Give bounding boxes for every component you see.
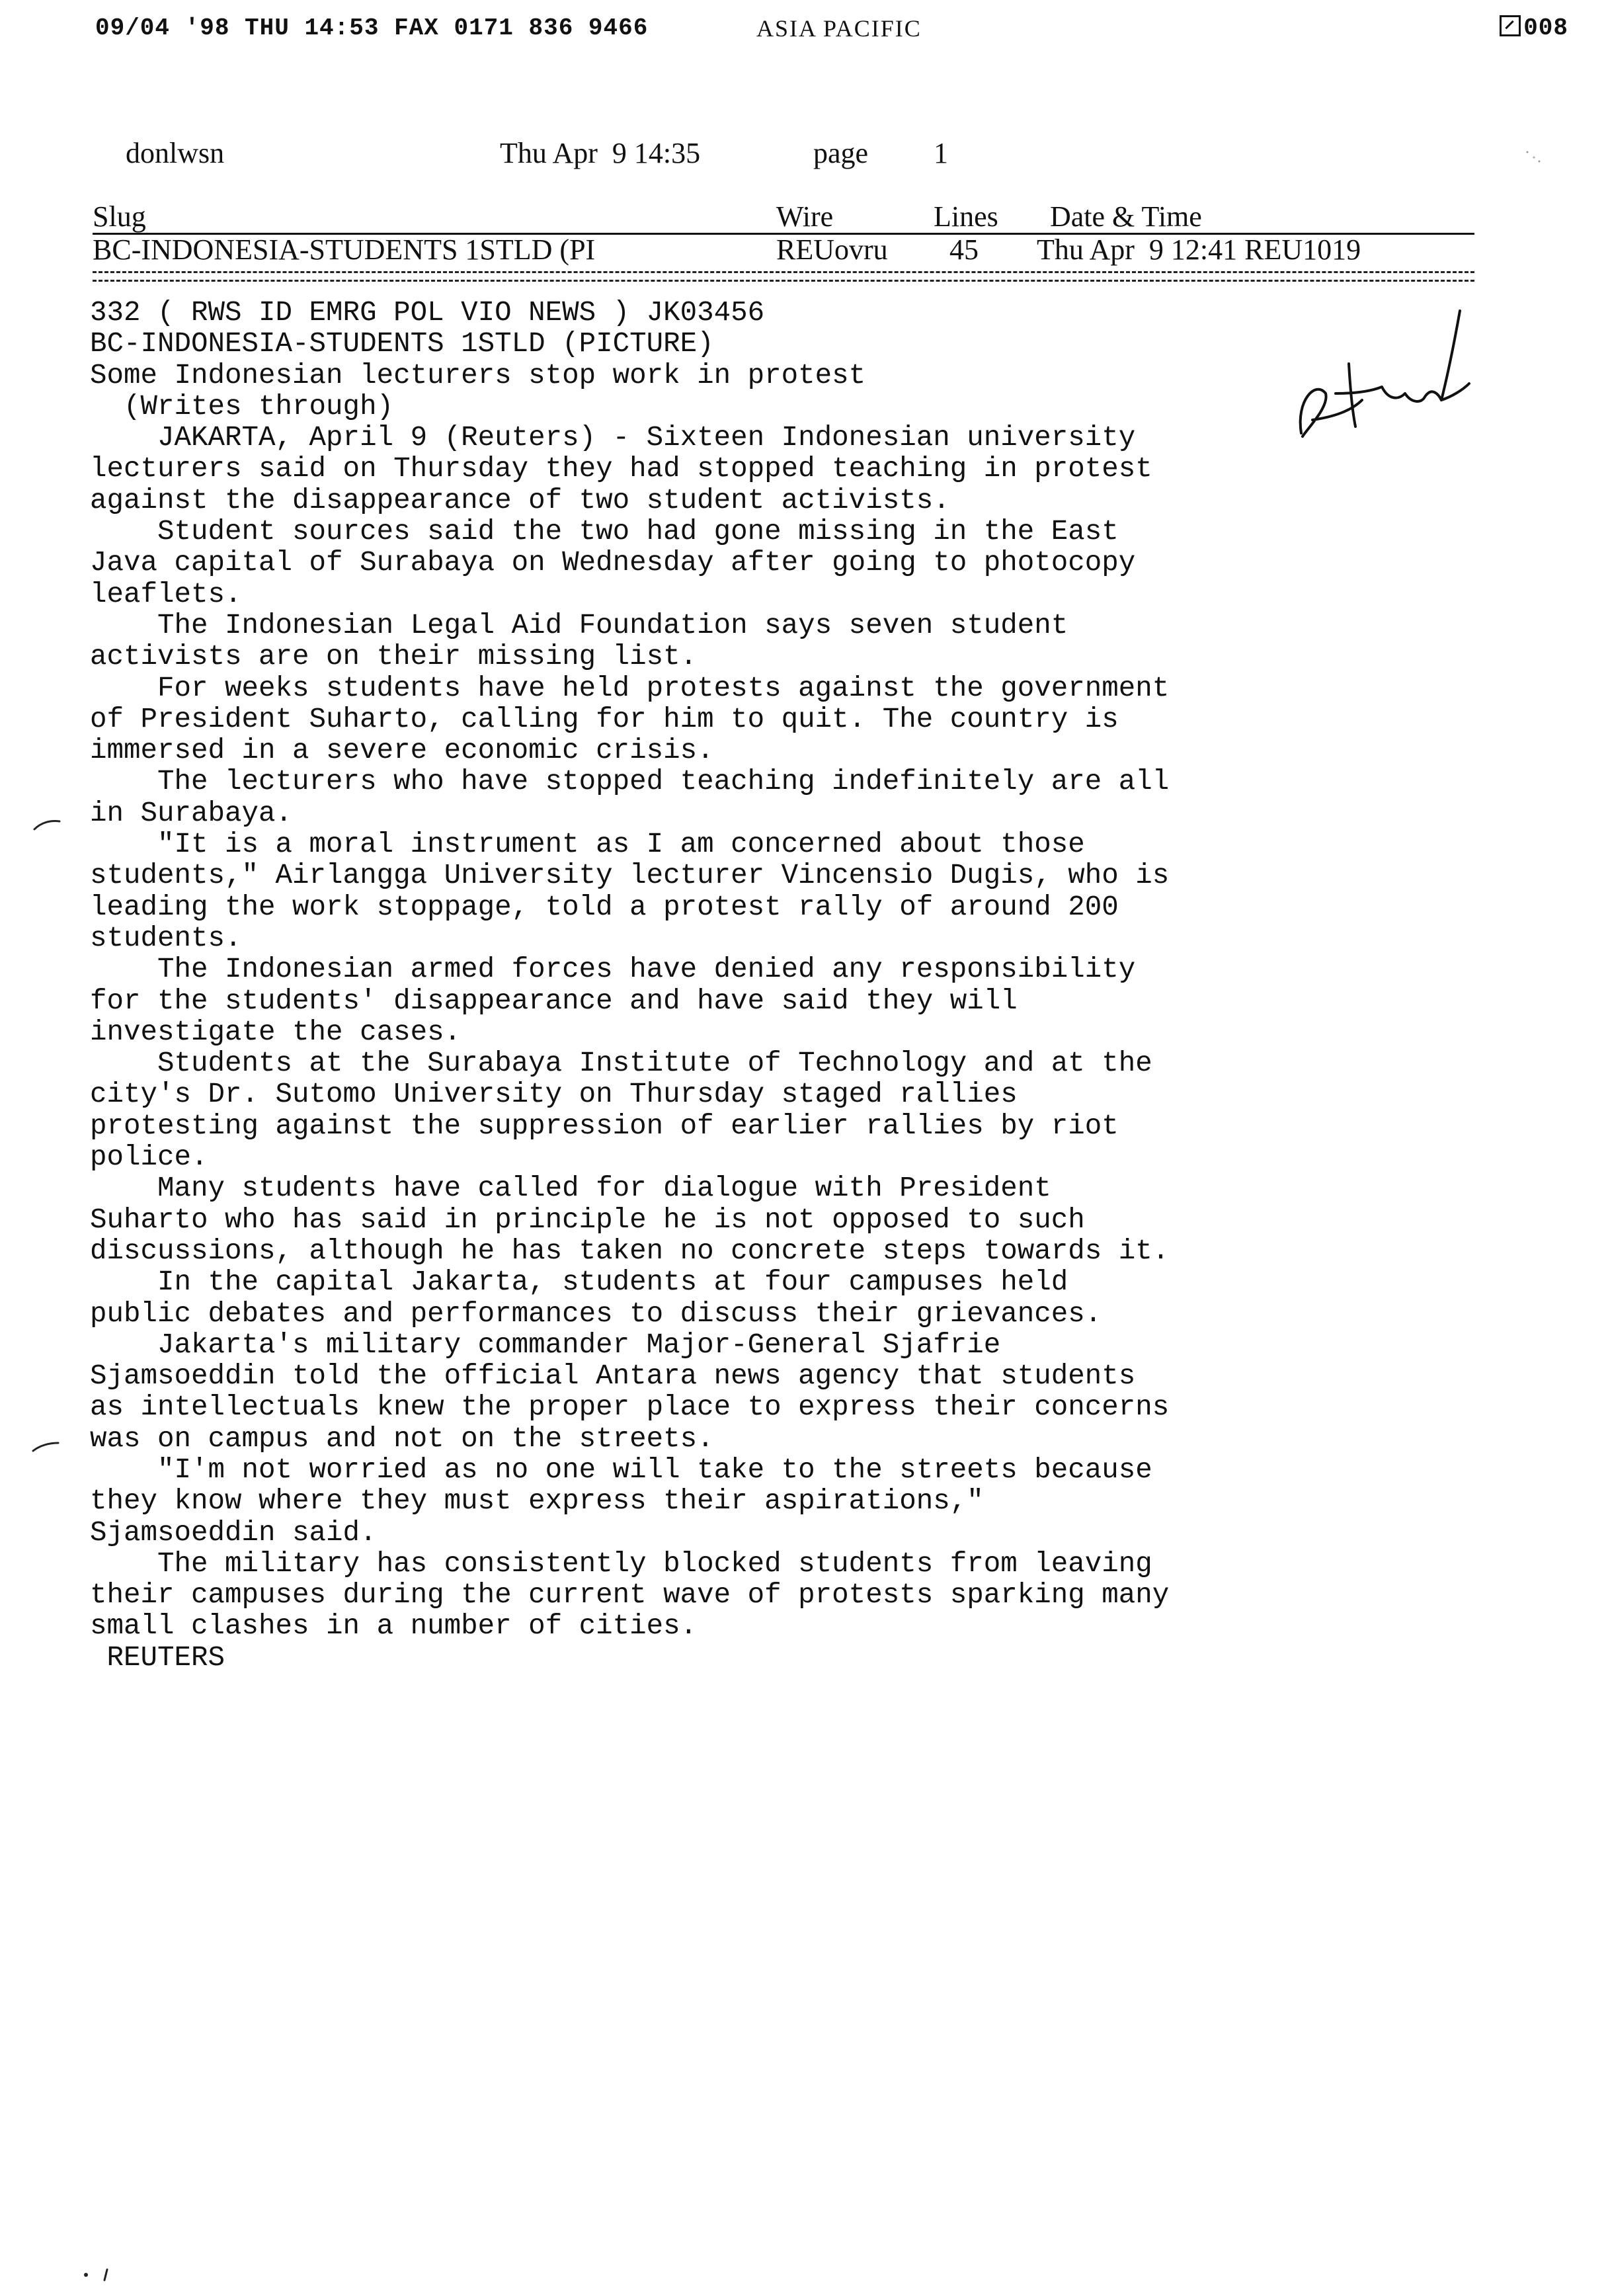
column-header-wire: Wire xyxy=(776,200,834,233)
story-line: Students at the Surabaya Institute of Technology and at the xyxy=(90,1047,1152,1080)
story-line: small clashes in a number of cities. xyxy=(90,1610,698,1643)
wire-value: REUovru xyxy=(776,233,888,266)
story-line: Jakarta's military commander Major-General Sjafrie xyxy=(90,1329,1001,1361)
story-line: students. xyxy=(90,922,242,954)
message-page-label: page xyxy=(813,137,869,169)
story-line: REUTERS xyxy=(90,1641,225,1674)
story-line: 332 ( RWS ID EMRG POL VIO NEWS ) JK03456 xyxy=(90,297,765,329)
story-line: public debates and performances to discuss their grievances. xyxy=(90,1297,1102,1330)
date-time-value: Thu Apr 9 12:41 REU1019 xyxy=(1037,233,1361,266)
fax-checkbox-icon xyxy=(1500,15,1521,36)
story-line: "It is a moral instrument as I am concerned about those xyxy=(90,829,1085,861)
fax-header xyxy=(95,15,1568,48)
story-line: For weeks students have held protests against the government xyxy=(90,672,1170,704)
story-line: of President Suharto, calling for him to quit. The country is xyxy=(90,703,1119,735)
margin-tick-mark xyxy=(30,1439,61,1455)
story-line: they know where they must express their aspirations," xyxy=(90,1485,984,1518)
column-header-slug: Slug xyxy=(93,200,146,233)
fax-page-number-value: 008 xyxy=(1523,15,1568,42)
message-page-number: 1 xyxy=(934,137,948,169)
story-line: Some Indonesian lecturers stop work in protest xyxy=(90,359,866,391)
story-line: police. xyxy=(90,1141,208,1174)
story-line: activists are on their missing list. xyxy=(90,641,698,673)
story-line: discussions, although he has taken no concrete steps towards it. xyxy=(90,1235,1170,1267)
message-datetime: Thu Apr 9 14:35 xyxy=(500,137,701,169)
slug-value: BC-INDONESIA-STUDENTS 1STLD (PI xyxy=(93,233,596,266)
fax-transmission-info: 09/04 '98 THU 14:53 FAX 0171 836 9466 xyxy=(95,15,649,42)
handwritten-signature xyxy=(1289,301,1474,453)
story-line: students," Airlangga University lecturer Vincensio Dugis, who is xyxy=(90,860,1170,892)
story-line: protesting against the suppression of earlier rallies by riot xyxy=(90,1110,1119,1142)
scan-speckle-mark xyxy=(1521,147,1547,167)
story-line: BC-INDONESIA-STUDENTS 1STLD (PICTURE) xyxy=(90,328,714,360)
column-header-lines: Lines xyxy=(934,200,998,233)
story-line: lecturers said on Thursday they had stopped teaching in protest xyxy=(90,453,1152,485)
slug-table xyxy=(93,200,1474,266)
double-rule-divider xyxy=(93,271,1474,282)
story-line: leading the work stoppage, told a protest rally of around 200 xyxy=(90,891,1119,923)
story-line: The Indonesian armed forces have denied any responsibility xyxy=(90,954,1136,986)
story-line: Student sources said the two had gone missing in the East xyxy=(90,516,1119,548)
column-header-date-time: Date & Time xyxy=(1050,200,1202,233)
story-line: Sjamsoeddin said. xyxy=(90,1516,377,1549)
story-line: (Writes through) xyxy=(90,390,394,423)
slug-table-row xyxy=(93,233,1474,266)
story-line: JAKARTA, April 9 (Reuters) - Sixteen Indonesian university xyxy=(90,422,1136,454)
message-user: donlwsn xyxy=(126,137,225,169)
story-line: "I'm not worried as no one will take to the streets because xyxy=(90,1454,1152,1486)
margin-tick-mark xyxy=(32,817,62,833)
story-line: The Indonesian Legal Aid Foundation says seven student xyxy=(90,609,1068,641)
story-line: The lecturers who have stopped teaching indefinitely are all xyxy=(90,766,1170,798)
story-line: The military has consistently blocked students from leaving xyxy=(90,1547,1152,1580)
story-line: investigate the cases. xyxy=(90,1016,462,1048)
fax-department: ASIA PACIFIC xyxy=(756,15,922,42)
corner-speck-mark xyxy=(78,2264,118,2284)
story-line: their campuses during the current wave of protests sparking many xyxy=(90,1579,1170,1612)
story-line: as intellectuals knew the proper place to express their concerns xyxy=(90,1391,1170,1424)
story-line: Suharto who has said in principle he is not opposed to such xyxy=(90,1204,1085,1236)
lines-value: 45 xyxy=(949,233,979,266)
story-line: leaflets. xyxy=(90,578,242,610)
story-line: for the students' disappearance and have said they will xyxy=(90,985,1018,1017)
slug-table-header xyxy=(93,200,1474,233)
story-line: Many students have called for dialogue with President xyxy=(90,1172,1051,1205)
fax-page-number xyxy=(1500,15,1568,42)
story-line: was on campus and not on the streets. xyxy=(90,1422,714,1455)
story-line: Sjamsoeddin told the official Antara news agency that students xyxy=(90,1360,1136,1393)
story-body xyxy=(90,298,1386,1674)
story-line: against the disappearance of two student activists. xyxy=(90,484,950,516)
story-line: city's Dr. Sutomo University on Thursday staged rallies xyxy=(90,1079,1018,1111)
story-line: In the capital Jakarta, students at four campuses held xyxy=(90,1266,1068,1299)
story-line: immersed in a severe economic crisis. xyxy=(90,735,714,767)
story-line: Java capital of Surabaya on Wednesday after going to photocopy xyxy=(90,547,1136,579)
story-line: in Surabaya. xyxy=(90,797,293,829)
